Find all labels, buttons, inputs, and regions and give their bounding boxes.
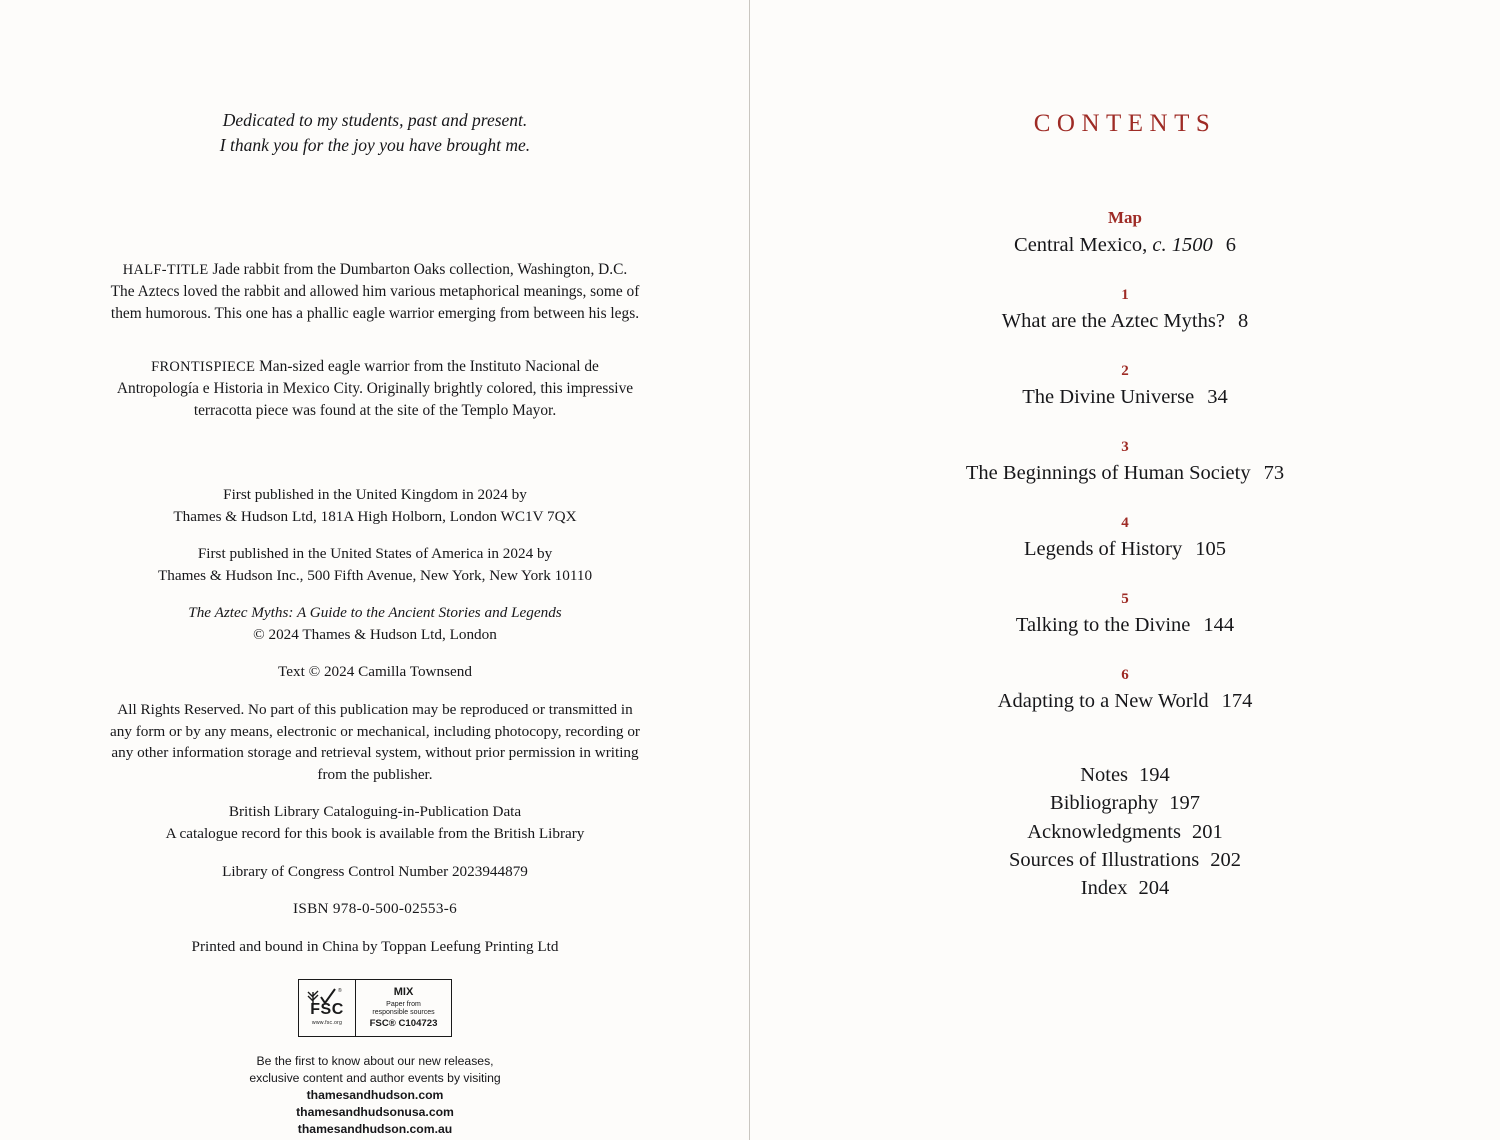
dedication-line-2: I thank you for the joy you have brought me.: [219, 135, 531, 156]
backmatter-index-label: Index: [1080, 877, 1128, 900]
toc-entry-6[interactable]: [750, 667, 1500, 713]
contents-page: [750, 0, 1500, 1140]
library-of-congress: Library of Congress Control Number 2023944879: [222, 862, 528, 880]
backmatter-sources-label: Sources of Illustrations: [1009, 848, 1200, 871]
toc-number-5: 5: [1121, 591, 1129, 607]
toc-title-5: [750, 614, 1500, 637]
backmatter-bibliography[interactable]: [750, 789, 1500, 817]
toc-title-text-6: Adapting to a New World: [997, 690, 1209, 712]
rights-statement: All Rights Reserved. No part of this publication may be reproduced or transmitted in any form or by any means, electronic or mechanical, including photocopy, recording or any other information storage and retrieval system, without prior permission in writing from the publisher.: [110, 701, 640, 783]
uk-publication-line-2: Thames & Hudson Ltd, 181A High Holborn, London WC1V 7QX: [173, 507, 577, 525]
toc-number-1: 1: [1121, 287, 1129, 303]
toc-title-text-map: Central Mexico,: [1014, 234, 1153, 256]
backmatter-bibliography-page: 197: [1169, 792, 1200, 815]
backmatter-index[interactable]: [750, 874, 1500, 902]
copyright-line: © 2024 Thames & Hudson Ltd, London: [253, 625, 497, 643]
toc-page-1: 8: [1237, 310, 1249, 332]
title-copyright: [110, 602, 640, 645]
caption-frontispiece: [110, 356, 640, 422]
imprint-block: [110, 484, 640, 957]
toc-title-1: [750, 310, 1500, 333]
british-library-line-1: British Library Cataloguing-in-Publication Data: [228, 803, 522, 821]
british-library-data: [110, 801, 640, 844]
promo-site-uk[interactable]: thamesandhudson.com: [306, 1087, 444, 1102]
toc-title-text-1: What are the Aztec Myths?: [1001, 310, 1225, 332]
fsc-description-line-2: responsible sources: [372, 1008, 435, 1016]
toc-number-2: 2: [1121, 363, 1129, 379]
table-of-contents: [750, 208, 1500, 713]
publisher-promo: [110, 1053, 640, 1137]
backmatter-notes[interactable]: [750, 761, 1500, 789]
toc-title-map: [750, 234, 1500, 257]
promo-line-1: Be the first to know about our new releases,: [256, 1054, 494, 1069]
promo-site-au[interactable]: thamesandhudson.com.au: [297, 1121, 453, 1136]
backmatter-notes-label: Notes: [1080, 764, 1129, 786]
backmatter-acknowledgments-page: 201: [1191, 820, 1223, 843]
toc-page-6: 174: [1221, 690, 1253, 712]
british-library-line-2: A catalogue record for this book is available from the British Library: [165, 824, 585, 842]
backmatter-index-page: 204: [1138, 877, 1170, 900]
toc-number-map: Map: [1108, 208, 1142, 227]
toc-title-text-3: The Beginnings of Human Society: [965, 462, 1251, 484]
promo-site-usa[interactable]: thamesandhudsonusa.com: [296, 1104, 454, 1119]
toc-page-2: 34: [1207, 386, 1228, 408]
svg-text:®: ®: [338, 988, 342, 995]
toc-title-text-2: The Divine Universe: [1022, 386, 1195, 408]
caption-frontispiece-text: Man-sized eagle warrior from the Instituto Nacional de Antropología e Historia in Mexico City. Originally brightly colored, this impressive terracotta piece was found at the site of the Templo Mayor.: [116, 358, 634, 420]
toc-entry-4[interactable]: [750, 515, 1500, 561]
book-title-line: The Aztec Myths: A Guide to the Ancient Stories and Legends: [188, 604, 562, 622]
fsc-left-panel: [299, 980, 356, 1036]
us-publication: [110, 543, 640, 586]
caption-half-title-text: Jade rabbit from the Dumbarton Oaks collection, Washington, D.C. The Aztecs loved the rabbit and allowed him various metaphorical meanings, some of them humorous. This one has a phallic eagle warrior emerging from between his legs.: [110, 260, 640, 322]
copyright-column: [110, 0, 640, 1137]
toc-page-map: 6: [1225, 234, 1236, 256]
toc-number-6: 6: [1121, 667, 1129, 683]
fsc-box: [298, 979, 452, 1037]
backmatter-acknowledgments-label: Acknowledgments: [1027, 820, 1181, 843]
toc-entry-1[interactable]: [750, 287, 1500, 333]
backmatter-sources-page: 202: [1210, 848, 1241, 871]
page-title: CONTENTS: [1033, 110, 1217, 137]
toc-title-italic-map: c. 1500: [1152, 234, 1213, 256]
fsc-mix-label: MIX: [393, 986, 414, 999]
toc-page-4: 105: [1195, 538, 1227, 560]
toc-entry-5[interactable]: [750, 591, 1500, 637]
toc-title-2: [750, 386, 1500, 409]
uk-publication: [110, 484, 640, 527]
fsc-description: [372, 1001, 434, 1017]
toc-entry-2[interactable]: [750, 363, 1500, 409]
tree-checkmark-icon: [305, 983, 347, 1014]
caption-half-title: [110, 259, 640, 325]
toc-title-6: [750, 690, 1500, 713]
printed-statement: Printed and bound in China by Toppan Leefung Printing Ltd: [191, 937, 559, 955]
isbn: ISBN 978-0-500-02553-6: [293, 900, 457, 918]
text-copyright: Text © 2024 Camilla Townsend: [278, 663, 472, 681]
toc-entry-map[interactable]: [750, 208, 1500, 257]
dedication-line-1: Dedicated to my students, past and present.: [222, 110, 528, 130]
toc-title-4: [750, 538, 1500, 561]
toc-page-5: 144: [1203, 614, 1235, 636]
caption-frontispiece-label: FRONTISPIECE: [151, 359, 256, 376]
fsc-url-text: www.fsc.org: [311, 1019, 343, 1026]
toc-title-text-5: Talking to the Divine: [1015, 614, 1191, 636]
promo-line-2: exclusive content and author events by visiting: [249, 1071, 501, 1086]
toc-page-3: 73: [1263, 462, 1285, 484]
backmatter-bibliography-label: Bibliography: [1050, 792, 1159, 815]
uk-publication-line-1: First published in the United Kingdom in 2024 by: [223, 486, 527, 503]
toc-entry-3[interactable]: [750, 439, 1500, 485]
backmatter-sources[interactable]: [750, 846, 1500, 874]
toc-title-text-4: Legends of History: [1023, 538, 1183, 560]
fsc-code: FSC® C104723: [369, 1018, 438, 1030]
us-publication-line-2: Thames & Hudson Inc., 500 Fifth Avenue, New York, New York 10110: [157, 566, 593, 584]
backmatter-acknowledgments[interactable]: [750, 818, 1500, 846]
fsc-description-line-1: Paper from: [386, 1000, 421, 1008]
fsc-mark-text: FSC: [310, 1000, 344, 1018]
caption-half-title-label: HALF-TITLE: [122, 261, 209, 278]
toc-number-3: 3: [1121, 439, 1129, 455]
backmatter-list: [750, 761, 1500, 902]
fsc-logo: [110, 979, 640, 1037]
dedication: [110, 108, 640, 159]
us-publication-line-1: First published in the United States of America in 2024 by: [197, 545, 553, 563]
toc-number-4: 4: [1121, 515, 1129, 531]
toc-title-3: [750, 462, 1500, 485]
fsc-right-panel: [356, 980, 451, 1036]
backmatter-notes-page: 194: [1139, 764, 1170, 786]
